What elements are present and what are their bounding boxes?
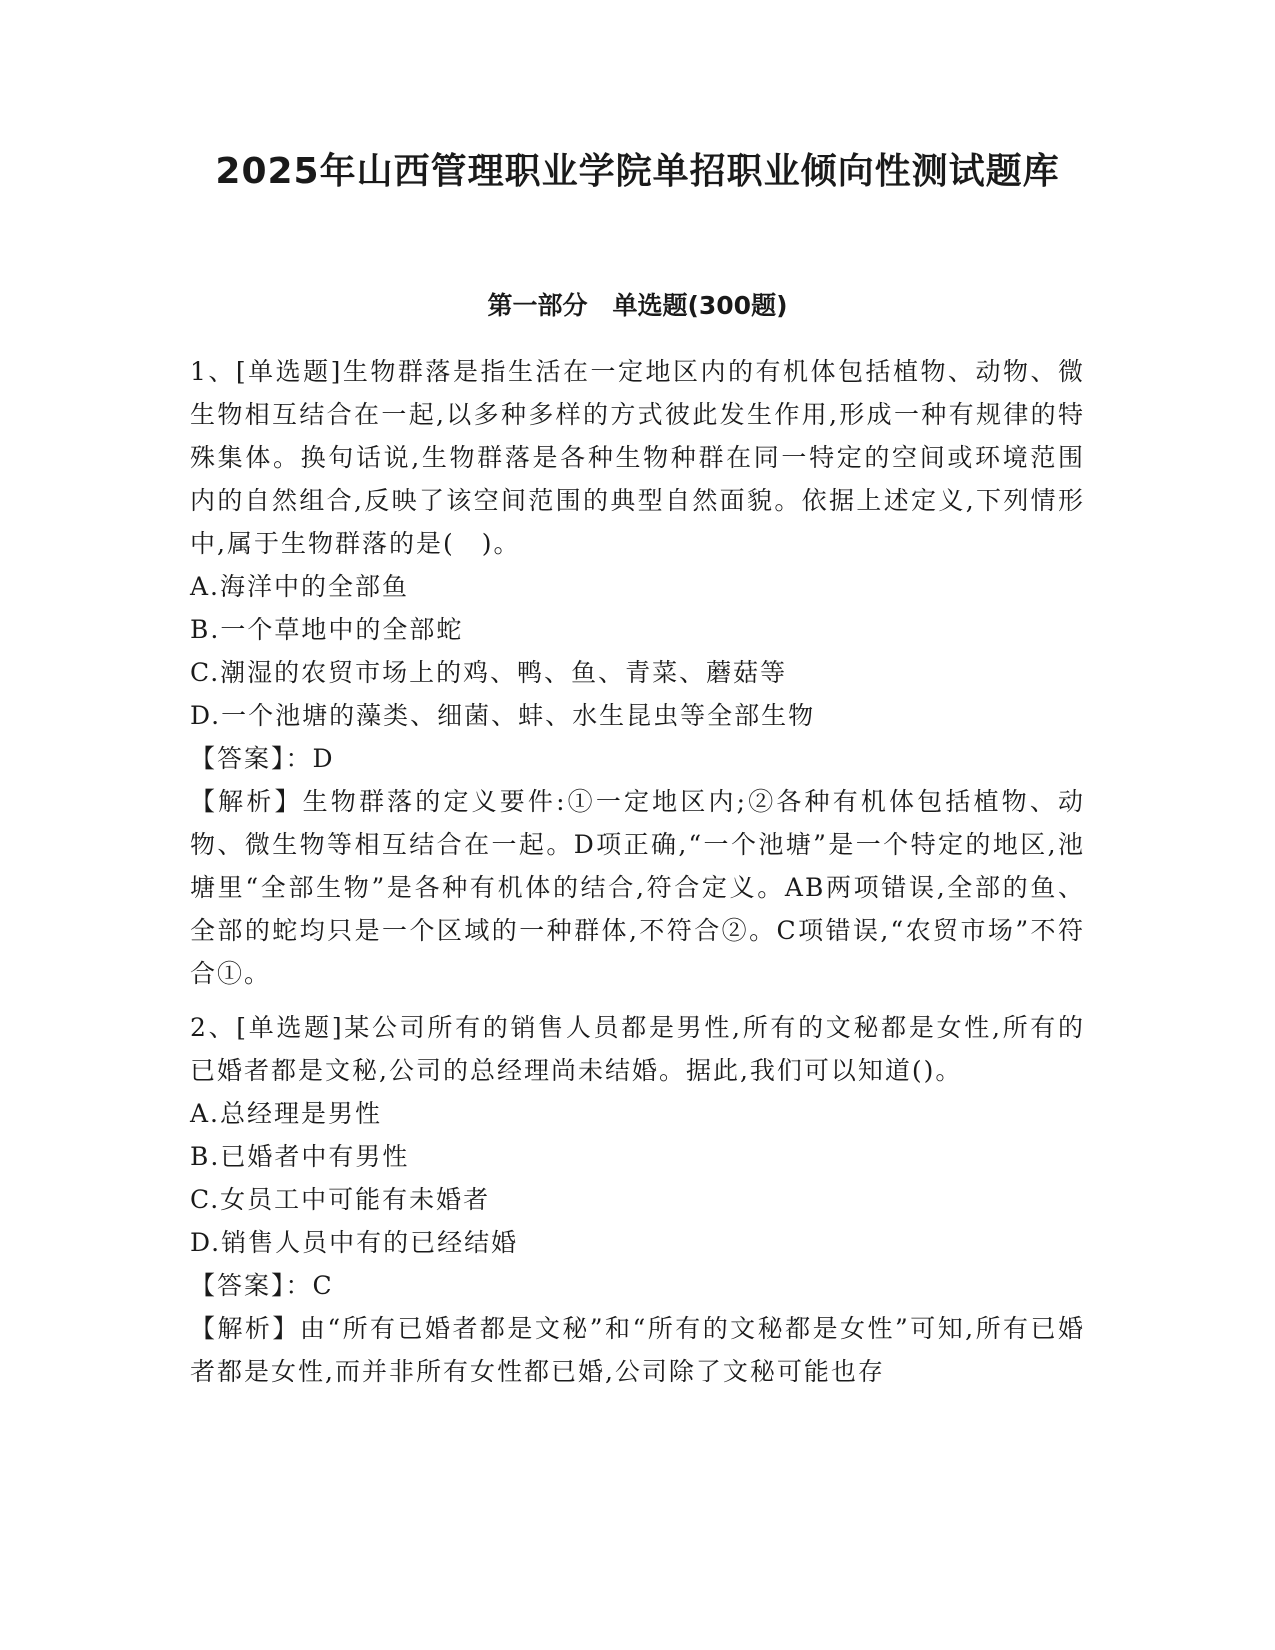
option-b: B.已婚者中有男性 (190, 1142, 410, 1171)
option-list (190, 1092, 1085, 1264)
section-title: 第一部分 单选题(300题) (487, 291, 788, 320)
option-d: D.一个池塘的藻类、细菌、蚌、水生昆虫等全部生物 (190, 701, 816, 730)
option-a: A.海洋中的全部鱼 (190, 572, 410, 601)
option-b: B.一个草地中的全部蛇 (190, 615, 464, 644)
analysis: 【解析】生物群落的定义要件:①一定地区内;②各种有机体包括植物、动物、微生物等相互结合在一起。D项正确,“一个池塘”是一个特定的地区,池塘里“全部生物”是各种有机体的结合,符合定义。AB两项错误,全部的鱼、全部的蛇均只是一个区域的一种群体,不符合②。C项错误,“农贸市场”不符合①。 (190, 787, 1085, 988)
answer: 【答案】：D (190, 744, 335, 773)
option-a: A.总经理是男性 (190, 1099, 383, 1128)
question-1 (190, 350, 1085, 995)
question-stem: 2、[单选题]某公司所有的销售人员都是男性,所有的文秘都是女性,所有的已婚者都是文秘,公司的总经理尚未结婚。据此,我们可以知道()。 (190, 1013, 1085, 1085)
question-stem: 1、[单选题]生物群落是指生活在一定地区内的有机体包括植物、动物、微生物相互结合在一起,以多种多样的方式彼此发生作用,形成一种有规律的特殊集体。换句话说,生物群落是各种生物种群在同一特定的空间或环境范围内的自然组合,反映了该空间范围的典型自然面貌。依据上述定义,下列情形中,属于生物群落的是( )。 (190, 357, 1085, 558)
option-c: C.女员工中可能有未婚者 (190, 1185, 491, 1214)
analysis: 【解析】由“所有已婚者都是文秘”和“所有的文秘都是女性”可知,所有已婚者都是女性,而并非所有女性都已婚,公司除了文秘可能也存 (190, 1314, 1085, 1386)
option-c: C.潮湿的农贸市场上的鸡、鸭、鱼、青菜、蘑菇等 (190, 658, 788, 687)
question-list (190, 350, 1085, 1393)
option-list (190, 565, 1085, 737)
document-title: 2025年山西管理职业学院单招职业倾向性测试题库 (215, 151, 1060, 192)
question-2 (190, 1006, 1085, 1393)
answer: 【答案】：C (190, 1271, 334, 1300)
option-d: D.销售人员中有的已经结婚 (190, 1228, 519, 1257)
